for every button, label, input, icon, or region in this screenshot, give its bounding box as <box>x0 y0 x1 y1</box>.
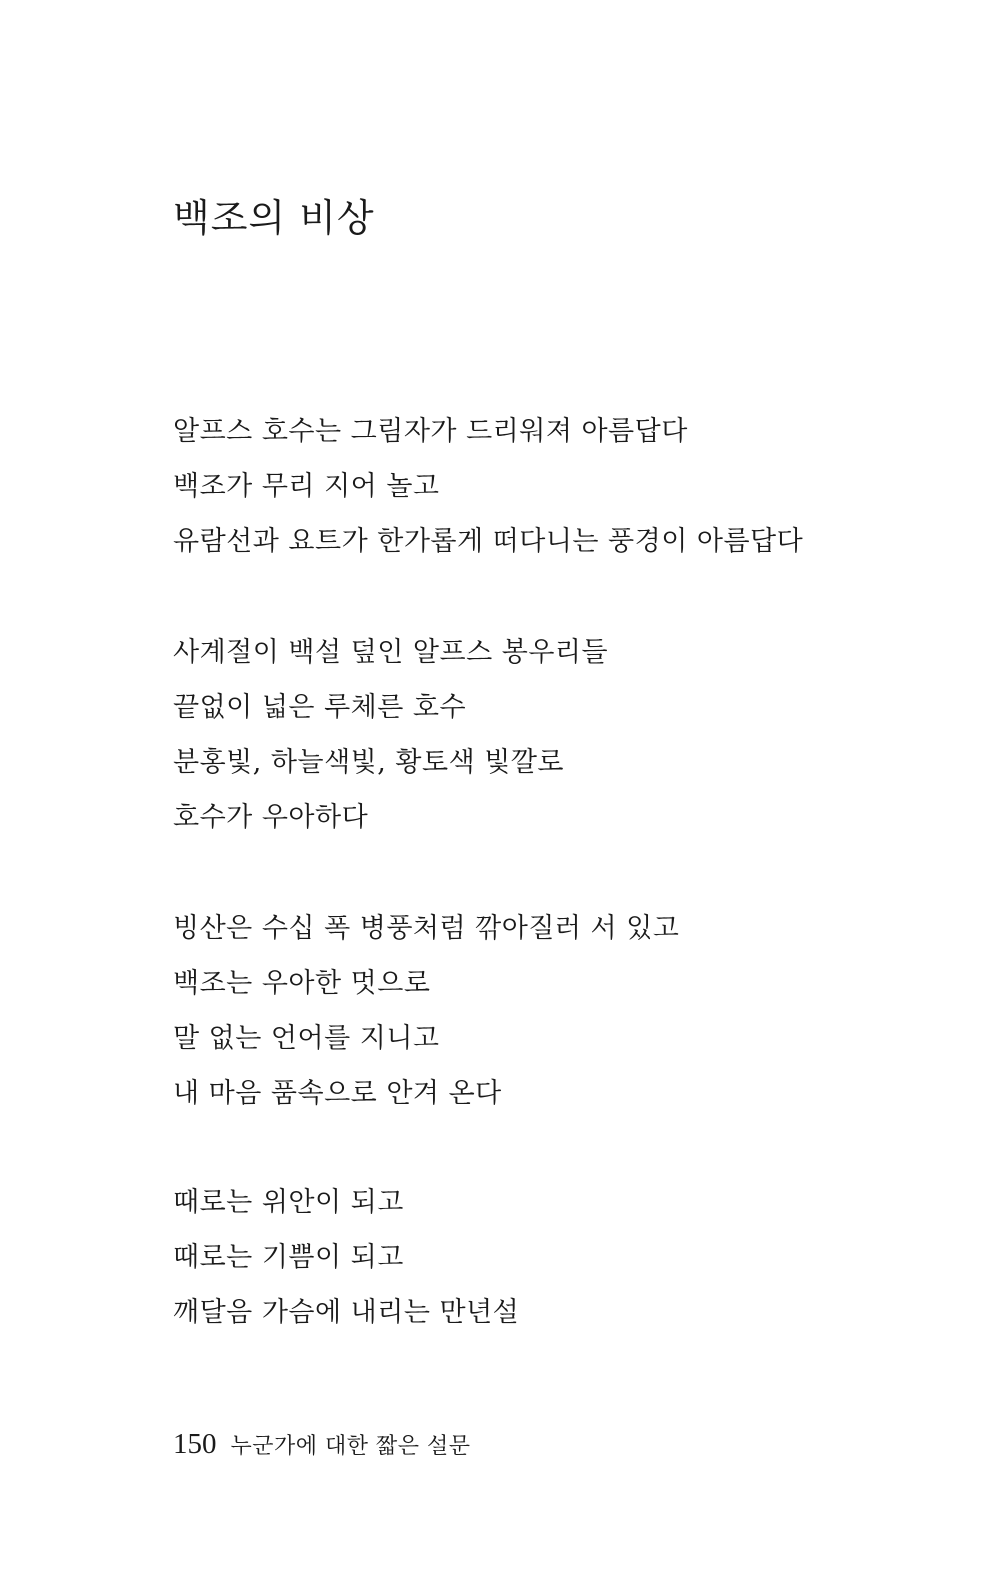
stanza-4 <box>173 1175 519 1340</box>
poem-line: 사계절이 백설 덮인 알프스 봉우리들 <box>173 637 609 668</box>
poem-line: 백조는 우아한 멋으로 <box>173 968 431 999</box>
poem-line: 깨달음 가슴에 내리는 만년설 <box>173 1297 520 1328</box>
stanza-1 <box>173 404 803 569</box>
poem-line: 알프스 호수는 그림자가 드리워져 아름답다 <box>173 416 688 447</box>
poem-line: 호수가 우아하다 <box>173 802 369 833</box>
poem-line: 말 없는 언어를 지니고 <box>173 1023 440 1054</box>
poem-line: 유람선과 요트가 한가롭게 떠다니는 풍경이 아름답다 <box>173 526 804 557</box>
page-number: 150 <box>173 1428 217 1460</box>
poem-line: 내 마음 품속으로 안겨 온다 <box>173 1078 502 1109</box>
stanza-3 <box>173 901 679 1121</box>
poem-line: 끝없이 넓은 루체른 호수 <box>173 692 467 723</box>
running-book-title: 누군가에 대한 짧은 설문 <box>230 1434 471 1459</box>
poem-line: 때로는 기쁨이 되고 <box>173 1242 404 1273</box>
poem-line: 백조가 무리 지어 놀고 <box>173 471 440 502</box>
poem-title: 백조의 비상 <box>173 196 375 240</box>
page-footer <box>173 1428 471 1461</box>
stanza-2 <box>173 625 608 845</box>
poem-line: 빙산은 수십 폭 병풍처럼 깎아질러 서 있고 <box>173 913 680 944</box>
poem-line: 분홍빛, 하늘색빛, 황토색 빛깔로 <box>173 747 564 778</box>
poem-line: 때로는 위안이 되고 <box>173 1187 404 1218</box>
